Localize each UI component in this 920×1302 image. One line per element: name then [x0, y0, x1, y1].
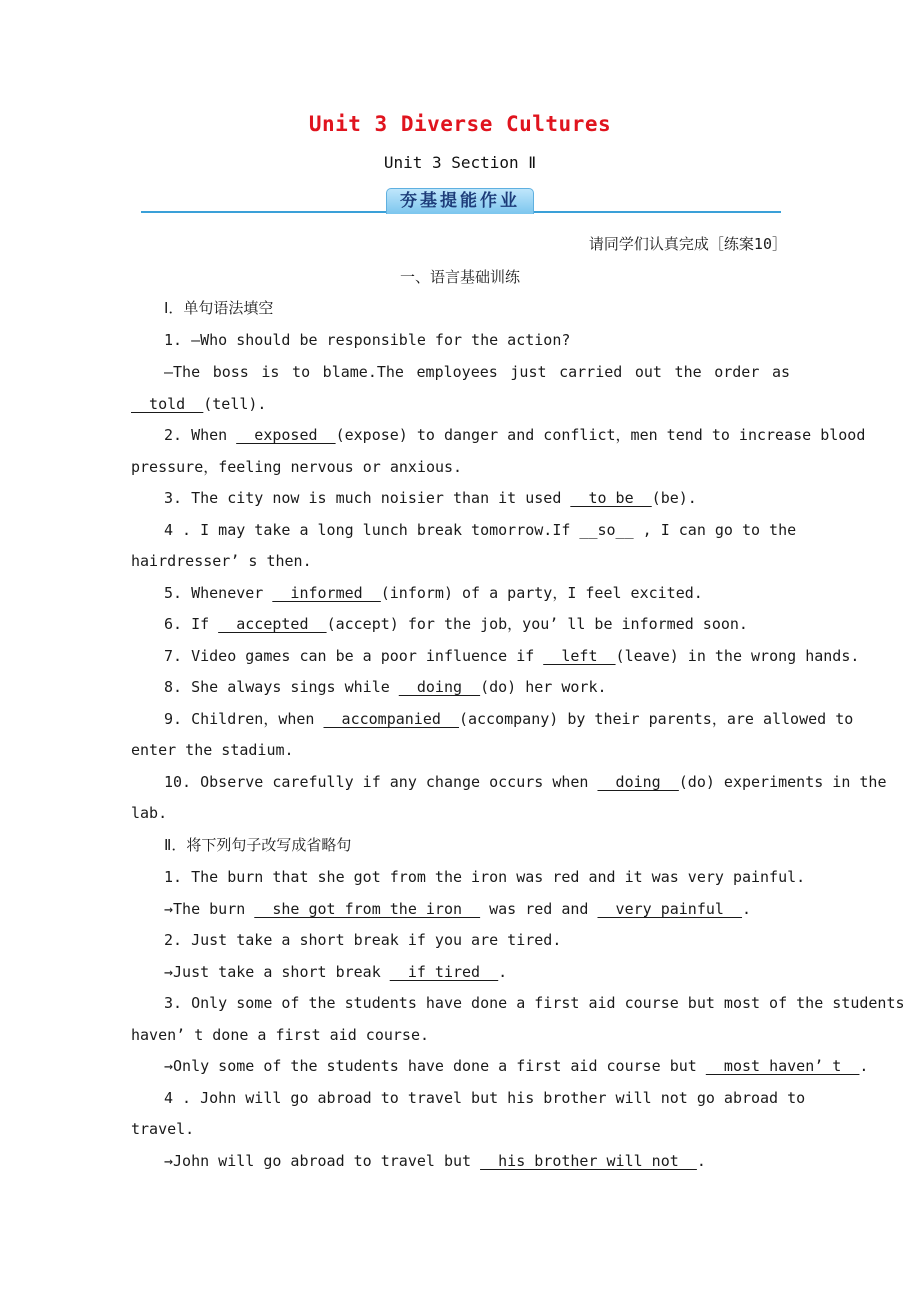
- page-title: Unit 3 Diverse Cultures: [308, 112, 612, 136]
- banner-label: 夯基提能作业: [386, 188, 534, 214]
- q1-line-b: —The boss is to blame.The employees just carried out the order as: [164, 363, 790, 381]
- s1-pre: →The burn: [164, 900, 255, 918]
- answer-blank: __informed__: [272, 584, 381, 602]
- q8-post: (do) her work.: [480, 678, 607, 696]
- s2-pre: →Just take a short break: [164, 963, 390, 981]
- q4-line-a: 4 . I may take a long lunch break tomorrow.If __so__ , I can go to the: [164, 521, 797, 539]
- q6-post: (accept) for the job，you’ ll be informed soon.: [326, 615, 748, 633]
- q4-line-b: hairdresser’ s then.: [131, 552, 312, 570]
- s4-line-b: travel.: [131, 1120, 195, 1138]
- q7-post: (leave) in the wrong hands.: [615, 647, 860, 665]
- q2-line-b: pressure，feeling nervous or anxious.: [131, 458, 463, 476]
- q5-post: (inform) of a party，I feel excited.: [380, 584, 703, 602]
- answer-blank: __exposed__: [236, 426, 336, 444]
- q7-line: [164, 646, 859, 666]
- s2-answer-line: [164, 962, 507, 982]
- s4-line-a: 4 . John will go abroad to travel but his brother will not go abroad to: [164, 1089, 806, 1107]
- answer-blank: __most haven’ t__: [705, 1057, 860, 1075]
- section-heading: 一、语言基础训练: [399, 268, 520, 286]
- answer-blank: __left__: [543, 647, 616, 665]
- s2-post: .: [498, 963, 508, 981]
- s3-line-a: 3. Only some of the students have done a first aid course but most of the students: [164, 994, 905, 1012]
- q8-line: [164, 677, 607, 697]
- answer-blank: __very painful__: [597, 900, 742, 918]
- q10-line-a: [164, 772, 886, 792]
- q5-line: [164, 583, 703, 603]
- part2-heading: Ⅱ．将下列句子改写成省略句: [164, 836, 352, 854]
- s2-line: 2. Just take a short break if you are tired.: [164, 931, 562, 949]
- answer-blank: __told__: [131, 395, 204, 413]
- q6-pre: 6. If: [164, 615, 219, 633]
- s1-answer-line: [164, 899, 751, 919]
- s1-mid: was red and: [480, 900, 598, 918]
- s3-pre: →Only some of the students have done a first aid course but: [164, 1057, 706, 1075]
- q9-post: (accompany) by their parents，are allowed to: [458, 710, 854, 728]
- q8-pre: 8. She always sings while: [164, 678, 399, 696]
- q10-line-b: lab.: [131, 804, 168, 822]
- part1-heading: Ⅰ．单句语法填空: [164, 299, 274, 317]
- q1-line-c: [131, 394, 266, 414]
- q9-line-b: enter the stadium.: [131, 741, 294, 759]
- page-subtitle: Unit 3 Section Ⅱ: [383, 153, 537, 172]
- q2-line-a: [164, 425, 865, 445]
- q1-line-a: 1. —Who should be responsible for the action?: [164, 331, 571, 349]
- q3-post: (be).: [651, 489, 697, 507]
- s3-line-b: haven’ t done a first aid course.: [131, 1026, 430, 1044]
- q1-rest: (tell).: [203, 395, 267, 413]
- q10-pre: 10. Observe carefully if any change occurs when: [164, 773, 598, 791]
- q5-pre: 5. Whenever: [164, 584, 273, 602]
- s4-answer-line: [164, 1151, 706, 1171]
- answer-blank: __if tired__: [389, 963, 499, 981]
- answer-blank: __she got from the iron__: [254, 900, 481, 918]
- answer-blank: __his brother will not__: [480, 1152, 697, 1170]
- s4-pre: →John will go abroad to travel but: [164, 1152, 481, 1170]
- s1-post: .: [742, 900, 752, 918]
- q9-pre: 9. Children，when: [164, 710, 324, 728]
- answer-blank: __doing__: [597, 773, 679, 791]
- q3-line: [164, 488, 697, 508]
- exercise-reference: 请同学们认真完成［练案10］: [588, 235, 787, 253]
- s4-post: .: [696, 1152, 706, 1170]
- s1-line: 1. The burn that she got from the iron was red and it was very painful.: [164, 868, 806, 886]
- q7-pre: 7. Video games can be a poor influence if: [164, 647, 544, 665]
- answer-blank: __to be__: [570, 489, 652, 507]
- q3-pre: 3. The city now is much noisier than it used: [164, 489, 571, 507]
- q2-pre: 2. When: [164, 426, 237, 444]
- answer-blank: __doing__: [398, 678, 481, 696]
- q6-line: [164, 614, 748, 634]
- s3-post: .: [859, 1057, 869, 1075]
- q2-post: (expose) to danger and conflict，men tend to increase blood: [335, 426, 866, 444]
- answer-blank: __accepted__: [218, 615, 327, 633]
- q9-line-a: [164, 709, 853, 729]
- s3-answer-line: [164, 1056, 868, 1076]
- q10-post: (do) experiments in the: [678, 773, 887, 791]
- answer-blank: __accompanied__: [323, 710, 459, 728]
